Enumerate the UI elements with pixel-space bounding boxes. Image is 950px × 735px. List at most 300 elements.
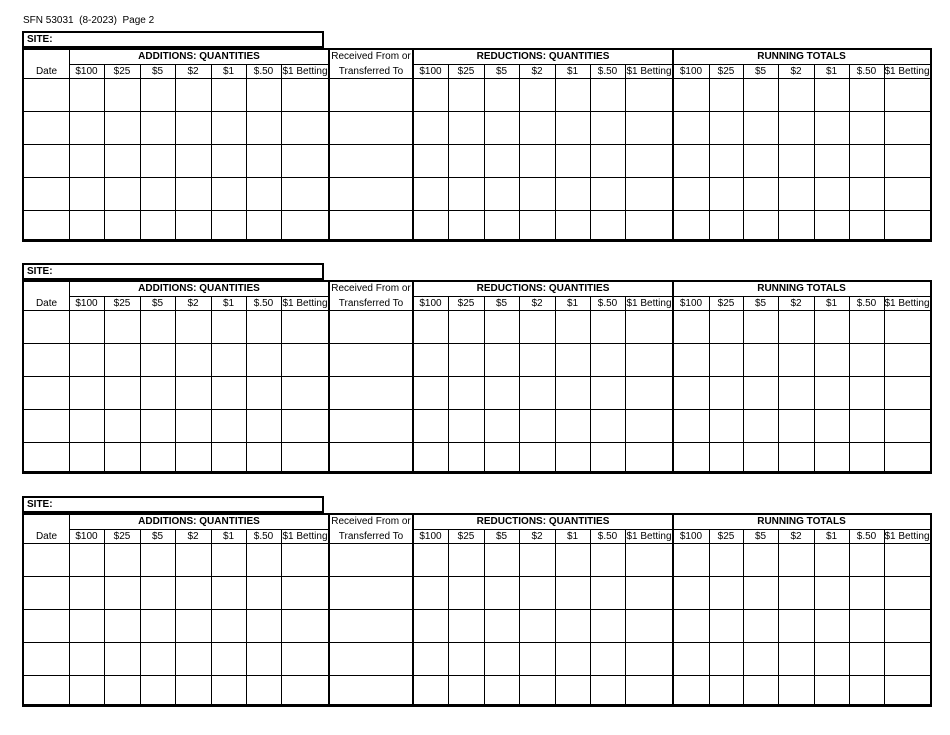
red-quantity-cell[interactable] xyxy=(555,112,590,144)
add-quantity-cell[interactable] xyxy=(246,377,281,409)
run-quantity-cell[interactable] xyxy=(849,610,884,642)
received-transferred-cell[interactable] xyxy=(329,145,413,177)
red-quantity-cell[interactable] xyxy=(413,79,448,111)
run-quantity-cell[interactable] xyxy=(884,79,930,111)
received-transferred-cell[interactable] xyxy=(329,377,413,409)
add-quantity-cell[interactable] xyxy=(104,211,140,243)
add-quantity-cell[interactable] xyxy=(211,377,246,409)
add-quantity-cell[interactable] xyxy=(69,410,104,442)
run-quantity-cell[interactable] xyxy=(673,79,709,111)
run-quantity-cell[interactable] xyxy=(884,676,930,708)
add-quantity-cell[interactable] xyxy=(211,410,246,442)
add-quantity-cell[interactable] xyxy=(175,145,211,177)
run-quantity-cell[interactable] xyxy=(778,145,814,177)
add-quantity-cell[interactable] xyxy=(69,112,104,144)
run-quantity-cell[interactable] xyxy=(849,643,884,675)
red-quantity-cell[interactable] xyxy=(625,610,673,642)
red-quantity-cell[interactable] xyxy=(448,410,484,442)
red-quantity-cell[interactable] xyxy=(413,311,448,343)
add-quantity-cell[interactable] xyxy=(246,178,281,210)
red-quantity-cell[interactable] xyxy=(555,410,590,442)
site-field[interactable] xyxy=(22,31,324,48)
run-quantity-cell[interactable] xyxy=(849,112,884,144)
add-quantity-cell[interactable] xyxy=(140,676,175,708)
red-quantity-cell[interactable] xyxy=(519,79,555,111)
date-cell[interactable] xyxy=(24,443,69,475)
add-quantity-cell[interactable] xyxy=(140,344,175,376)
received-transferred-cell[interactable] xyxy=(329,676,413,708)
red-quantity-cell[interactable] xyxy=(484,410,519,442)
run-quantity-cell[interactable] xyxy=(743,344,778,376)
add-quantity-cell[interactable] xyxy=(69,79,104,111)
red-quantity-cell[interactable] xyxy=(519,610,555,642)
run-quantity-cell[interactable] xyxy=(778,643,814,675)
run-quantity-cell[interactable] xyxy=(743,643,778,675)
red-quantity-cell[interactable] xyxy=(413,145,448,177)
run-quantity-cell[interactable] xyxy=(709,377,743,409)
add-quantity-cell[interactable] xyxy=(211,344,246,376)
run-quantity-cell[interactable] xyxy=(778,610,814,642)
red-quantity-cell[interactable] xyxy=(625,344,673,376)
red-quantity-cell[interactable] xyxy=(413,377,448,409)
add-quantity-cell[interactable] xyxy=(175,79,211,111)
received-transferred-cell[interactable] xyxy=(329,211,413,243)
date-cell[interactable] xyxy=(24,344,69,376)
run-quantity-cell[interactable] xyxy=(884,410,930,442)
red-quantity-cell[interactable] xyxy=(519,544,555,576)
run-quantity-cell[interactable] xyxy=(849,377,884,409)
run-quantity-cell[interactable] xyxy=(673,577,709,609)
run-quantity-cell[interactable] xyxy=(778,410,814,442)
add-quantity-cell[interactable] xyxy=(104,145,140,177)
run-quantity-cell[interactable] xyxy=(743,112,778,144)
run-quantity-cell[interactable] xyxy=(709,112,743,144)
red-quantity-cell[interactable] xyxy=(555,610,590,642)
add-quantity-cell[interactable] xyxy=(140,377,175,409)
run-quantity-cell[interactable] xyxy=(673,145,709,177)
red-quantity-cell[interactable] xyxy=(484,544,519,576)
site-field[interactable] xyxy=(22,263,324,280)
date-cell[interactable] xyxy=(24,577,69,609)
date-cell[interactable] xyxy=(24,112,69,144)
red-quantity-cell[interactable] xyxy=(519,643,555,675)
run-quantity-cell[interactable] xyxy=(814,676,849,708)
red-quantity-cell[interactable] xyxy=(590,410,625,442)
red-quantity-cell[interactable] xyxy=(590,443,625,475)
run-quantity-cell[interactable] xyxy=(814,112,849,144)
red-quantity-cell[interactable] xyxy=(448,443,484,475)
add-quantity-cell[interactable] xyxy=(69,178,104,210)
add-quantity-cell[interactable] xyxy=(281,577,329,609)
add-quantity-cell[interactable] xyxy=(281,79,329,111)
add-quantity-cell[interactable] xyxy=(175,377,211,409)
red-quantity-cell[interactable] xyxy=(625,676,673,708)
received-transferred-cell[interactable] xyxy=(329,178,413,210)
add-quantity-cell[interactable] xyxy=(140,311,175,343)
run-quantity-cell[interactable] xyxy=(709,311,743,343)
red-quantity-cell[interactable] xyxy=(484,311,519,343)
run-quantity-cell[interactable] xyxy=(778,79,814,111)
run-quantity-cell[interactable] xyxy=(743,610,778,642)
received-transferred-cell[interactable] xyxy=(329,79,413,111)
add-quantity-cell[interactable] xyxy=(246,610,281,642)
add-quantity-cell[interactable] xyxy=(175,577,211,609)
add-quantity-cell[interactable] xyxy=(104,410,140,442)
run-quantity-cell[interactable] xyxy=(814,145,849,177)
run-quantity-cell[interactable] xyxy=(849,443,884,475)
add-quantity-cell[interactable] xyxy=(211,544,246,576)
add-quantity-cell[interactable] xyxy=(211,311,246,343)
red-quantity-cell[interactable] xyxy=(519,577,555,609)
red-quantity-cell[interactable] xyxy=(484,676,519,708)
add-quantity-cell[interactable] xyxy=(69,610,104,642)
red-quantity-cell[interactable] xyxy=(413,676,448,708)
add-quantity-cell[interactable] xyxy=(140,610,175,642)
add-quantity-cell[interactable] xyxy=(211,79,246,111)
red-quantity-cell[interactable] xyxy=(413,544,448,576)
add-quantity-cell[interactable] xyxy=(281,311,329,343)
run-quantity-cell[interactable] xyxy=(743,311,778,343)
red-quantity-cell[interactable] xyxy=(555,79,590,111)
red-quantity-cell[interactable] xyxy=(590,643,625,675)
add-quantity-cell[interactable] xyxy=(175,443,211,475)
run-quantity-cell[interactable] xyxy=(849,544,884,576)
red-quantity-cell[interactable] xyxy=(484,145,519,177)
red-quantity-cell[interactable] xyxy=(625,577,673,609)
add-quantity-cell[interactable] xyxy=(104,544,140,576)
red-quantity-cell[interactable] xyxy=(555,211,590,243)
add-quantity-cell[interactable] xyxy=(246,676,281,708)
run-quantity-cell[interactable] xyxy=(743,676,778,708)
run-quantity-cell[interactable] xyxy=(778,377,814,409)
date-cell[interactable] xyxy=(24,610,69,642)
red-quantity-cell[interactable] xyxy=(448,643,484,675)
run-quantity-cell[interactable] xyxy=(709,410,743,442)
red-quantity-cell[interactable] xyxy=(519,112,555,144)
run-quantity-cell[interactable] xyxy=(814,344,849,376)
red-quantity-cell[interactable] xyxy=(519,145,555,177)
add-quantity-cell[interactable] xyxy=(104,178,140,210)
red-quantity-cell[interactable] xyxy=(448,377,484,409)
run-quantity-cell[interactable] xyxy=(814,610,849,642)
add-quantity-cell[interactable] xyxy=(175,610,211,642)
add-quantity-cell[interactable] xyxy=(281,643,329,675)
run-quantity-cell[interactable] xyxy=(884,178,930,210)
add-quantity-cell[interactable] xyxy=(246,112,281,144)
red-quantity-cell[interactable] xyxy=(448,311,484,343)
add-quantity-cell[interactable] xyxy=(140,643,175,675)
red-quantity-cell[interactable] xyxy=(484,112,519,144)
red-quantity-cell[interactable] xyxy=(590,377,625,409)
add-quantity-cell[interactable] xyxy=(140,544,175,576)
run-quantity-cell[interactable] xyxy=(673,344,709,376)
run-quantity-cell[interactable] xyxy=(849,145,884,177)
red-quantity-cell[interactable] xyxy=(413,643,448,675)
run-quantity-cell[interactable] xyxy=(814,311,849,343)
run-quantity-cell[interactable] xyxy=(778,344,814,376)
add-quantity-cell[interactable] xyxy=(175,178,211,210)
add-quantity-cell[interactable] xyxy=(175,311,211,343)
red-quantity-cell[interactable] xyxy=(519,377,555,409)
red-quantity-cell[interactable] xyxy=(555,145,590,177)
add-quantity-cell[interactable] xyxy=(211,577,246,609)
date-cell[interactable] xyxy=(24,145,69,177)
red-quantity-cell[interactable] xyxy=(625,211,673,243)
red-quantity-cell[interactable] xyxy=(484,377,519,409)
red-quantity-cell[interactable] xyxy=(555,344,590,376)
red-quantity-cell[interactable] xyxy=(590,211,625,243)
add-quantity-cell[interactable] xyxy=(69,577,104,609)
red-quantity-cell[interactable] xyxy=(519,676,555,708)
add-quantity-cell[interactable] xyxy=(140,178,175,210)
run-quantity-cell[interactable] xyxy=(849,178,884,210)
run-quantity-cell[interactable] xyxy=(673,377,709,409)
run-quantity-cell[interactable] xyxy=(778,311,814,343)
add-quantity-cell[interactable] xyxy=(175,676,211,708)
red-quantity-cell[interactable] xyxy=(590,544,625,576)
red-quantity-cell[interactable] xyxy=(555,178,590,210)
red-quantity-cell[interactable] xyxy=(484,79,519,111)
run-quantity-cell[interactable] xyxy=(709,79,743,111)
red-quantity-cell[interactable] xyxy=(484,577,519,609)
date-cell[interactable] xyxy=(24,676,69,708)
run-quantity-cell[interactable] xyxy=(849,577,884,609)
red-quantity-cell[interactable] xyxy=(413,443,448,475)
red-quantity-cell[interactable] xyxy=(625,643,673,675)
run-quantity-cell[interactable] xyxy=(709,577,743,609)
red-quantity-cell[interactable] xyxy=(519,211,555,243)
red-quantity-cell[interactable] xyxy=(590,145,625,177)
red-quantity-cell[interactable] xyxy=(448,112,484,144)
add-quantity-cell[interactable] xyxy=(211,112,246,144)
date-cell[interactable] xyxy=(24,544,69,576)
red-quantity-cell[interactable] xyxy=(484,178,519,210)
add-quantity-cell[interactable] xyxy=(140,145,175,177)
received-transferred-cell[interactable] xyxy=(329,643,413,675)
run-quantity-cell[interactable] xyxy=(814,377,849,409)
run-quantity-cell[interactable] xyxy=(743,79,778,111)
red-quantity-cell[interactable] xyxy=(590,344,625,376)
red-quantity-cell[interactable] xyxy=(625,443,673,475)
add-quantity-cell[interactable] xyxy=(281,443,329,475)
run-quantity-cell[interactable] xyxy=(743,443,778,475)
run-quantity-cell[interactable] xyxy=(673,643,709,675)
red-quantity-cell[interactable] xyxy=(625,410,673,442)
add-quantity-cell[interactable] xyxy=(104,577,140,609)
run-quantity-cell[interactable] xyxy=(884,211,930,243)
run-quantity-cell[interactable] xyxy=(849,410,884,442)
add-quantity-cell[interactable] xyxy=(246,643,281,675)
run-quantity-cell[interactable] xyxy=(814,79,849,111)
red-quantity-cell[interactable] xyxy=(590,311,625,343)
add-quantity-cell[interactable] xyxy=(104,311,140,343)
red-quantity-cell[interactable] xyxy=(555,676,590,708)
add-quantity-cell[interactable] xyxy=(281,676,329,708)
run-quantity-cell[interactable] xyxy=(673,410,709,442)
add-quantity-cell[interactable] xyxy=(281,344,329,376)
run-quantity-cell[interactable] xyxy=(884,643,930,675)
add-quantity-cell[interactable] xyxy=(69,443,104,475)
run-quantity-cell[interactable] xyxy=(814,577,849,609)
red-quantity-cell[interactable] xyxy=(413,344,448,376)
run-quantity-cell[interactable] xyxy=(673,112,709,144)
received-transferred-cell[interactable] xyxy=(329,112,413,144)
date-cell[interactable] xyxy=(24,79,69,111)
add-quantity-cell[interactable] xyxy=(211,443,246,475)
add-quantity-cell[interactable] xyxy=(69,311,104,343)
run-quantity-cell[interactable] xyxy=(814,544,849,576)
red-quantity-cell[interactable] xyxy=(555,311,590,343)
add-quantity-cell[interactable] xyxy=(69,676,104,708)
run-quantity-cell[interactable] xyxy=(884,145,930,177)
add-quantity-cell[interactable] xyxy=(175,643,211,675)
add-quantity-cell[interactable] xyxy=(104,443,140,475)
add-quantity-cell[interactable] xyxy=(211,178,246,210)
red-quantity-cell[interactable] xyxy=(413,211,448,243)
red-quantity-cell[interactable] xyxy=(625,112,673,144)
add-quantity-cell[interactable] xyxy=(281,112,329,144)
add-quantity-cell[interactable] xyxy=(175,344,211,376)
red-quantity-cell[interactable] xyxy=(484,443,519,475)
run-quantity-cell[interactable] xyxy=(673,610,709,642)
add-quantity-cell[interactable] xyxy=(246,577,281,609)
run-quantity-cell[interactable] xyxy=(709,676,743,708)
add-quantity-cell[interactable] xyxy=(211,610,246,642)
received-transferred-cell[interactable] xyxy=(329,610,413,642)
add-quantity-cell[interactable] xyxy=(104,79,140,111)
run-quantity-cell[interactable] xyxy=(849,311,884,343)
add-quantity-cell[interactable] xyxy=(281,410,329,442)
red-quantity-cell[interactable] xyxy=(448,610,484,642)
red-quantity-cell[interactable] xyxy=(625,79,673,111)
date-cell[interactable] xyxy=(24,377,69,409)
run-quantity-cell[interactable] xyxy=(814,211,849,243)
red-quantity-cell[interactable] xyxy=(590,112,625,144)
add-quantity-cell[interactable] xyxy=(246,344,281,376)
add-quantity-cell[interactable] xyxy=(104,377,140,409)
add-quantity-cell[interactable] xyxy=(175,410,211,442)
red-quantity-cell[interactable] xyxy=(590,676,625,708)
received-transferred-cell[interactable] xyxy=(329,410,413,442)
add-quantity-cell[interactable] xyxy=(69,643,104,675)
red-quantity-cell[interactable] xyxy=(413,178,448,210)
run-quantity-cell[interactable] xyxy=(849,344,884,376)
date-cell[interactable] xyxy=(24,178,69,210)
run-quantity-cell[interactable] xyxy=(709,344,743,376)
run-quantity-cell[interactable] xyxy=(814,410,849,442)
add-quantity-cell[interactable] xyxy=(211,211,246,243)
add-quantity-cell[interactable] xyxy=(211,643,246,675)
red-quantity-cell[interactable] xyxy=(519,178,555,210)
add-quantity-cell[interactable] xyxy=(104,643,140,675)
red-quantity-cell[interactable] xyxy=(519,344,555,376)
add-quantity-cell[interactable] xyxy=(246,410,281,442)
add-quantity-cell[interactable] xyxy=(140,577,175,609)
red-quantity-cell[interactable] xyxy=(484,344,519,376)
red-quantity-cell[interactable] xyxy=(448,211,484,243)
run-quantity-cell[interactable] xyxy=(778,178,814,210)
red-quantity-cell[interactable] xyxy=(590,79,625,111)
red-quantity-cell[interactable] xyxy=(448,178,484,210)
add-quantity-cell[interactable] xyxy=(281,610,329,642)
red-quantity-cell[interactable] xyxy=(448,577,484,609)
red-quantity-cell[interactable] xyxy=(484,643,519,675)
add-quantity-cell[interactable] xyxy=(140,443,175,475)
run-quantity-cell[interactable] xyxy=(778,211,814,243)
date-cell[interactable] xyxy=(24,410,69,442)
run-quantity-cell[interactable] xyxy=(709,544,743,576)
add-quantity-cell[interactable] xyxy=(246,211,281,243)
add-quantity-cell[interactable] xyxy=(175,211,211,243)
add-quantity-cell[interactable] xyxy=(104,610,140,642)
run-quantity-cell[interactable] xyxy=(673,676,709,708)
run-quantity-cell[interactable] xyxy=(673,311,709,343)
red-quantity-cell[interactable] xyxy=(448,145,484,177)
run-quantity-cell[interactable] xyxy=(814,643,849,675)
site-field[interactable] xyxy=(22,496,324,513)
received-transferred-cell[interactable] xyxy=(329,577,413,609)
run-quantity-cell[interactable] xyxy=(743,178,778,210)
add-quantity-cell[interactable] xyxy=(104,112,140,144)
add-quantity-cell[interactable] xyxy=(211,676,246,708)
run-quantity-cell[interactable] xyxy=(884,443,930,475)
run-quantity-cell[interactable] xyxy=(849,79,884,111)
add-quantity-cell[interactable] xyxy=(69,377,104,409)
add-quantity-cell[interactable] xyxy=(246,145,281,177)
red-quantity-cell[interactable] xyxy=(625,178,673,210)
run-quantity-cell[interactable] xyxy=(673,211,709,243)
add-quantity-cell[interactable] xyxy=(246,544,281,576)
red-quantity-cell[interactable] xyxy=(519,410,555,442)
run-quantity-cell[interactable] xyxy=(673,178,709,210)
red-quantity-cell[interactable] xyxy=(519,443,555,475)
run-quantity-cell[interactable] xyxy=(778,577,814,609)
run-quantity-cell[interactable] xyxy=(709,178,743,210)
run-quantity-cell[interactable] xyxy=(709,643,743,675)
received-transferred-cell[interactable] xyxy=(329,311,413,343)
run-quantity-cell[interactable] xyxy=(814,178,849,210)
run-quantity-cell[interactable] xyxy=(743,544,778,576)
add-quantity-cell[interactable] xyxy=(281,544,329,576)
red-quantity-cell[interactable] xyxy=(519,311,555,343)
red-quantity-cell[interactable] xyxy=(413,112,448,144)
run-quantity-cell[interactable] xyxy=(673,443,709,475)
add-quantity-cell[interactable] xyxy=(140,211,175,243)
add-quantity-cell[interactable] xyxy=(104,676,140,708)
add-quantity-cell[interactable] xyxy=(69,145,104,177)
red-quantity-cell[interactable] xyxy=(555,577,590,609)
add-quantity-cell[interactable] xyxy=(246,79,281,111)
red-quantity-cell[interactable] xyxy=(484,610,519,642)
date-cell[interactable] xyxy=(24,643,69,675)
red-quantity-cell[interactable] xyxy=(555,643,590,675)
red-quantity-cell[interactable] xyxy=(590,577,625,609)
red-quantity-cell[interactable] xyxy=(413,577,448,609)
add-quantity-cell[interactable] xyxy=(104,344,140,376)
run-quantity-cell[interactable] xyxy=(709,211,743,243)
red-quantity-cell[interactable] xyxy=(625,377,673,409)
add-quantity-cell[interactable] xyxy=(140,410,175,442)
run-quantity-cell[interactable] xyxy=(884,610,930,642)
red-quantity-cell[interactable] xyxy=(555,377,590,409)
run-quantity-cell[interactable] xyxy=(884,311,930,343)
red-quantity-cell[interactable] xyxy=(555,544,590,576)
red-quantity-cell[interactable] xyxy=(413,610,448,642)
received-transferred-cell[interactable] xyxy=(329,344,413,376)
run-quantity-cell[interactable] xyxy=(884,344,930,376)
red-quantity-cell[interactable] xyxy=(555,443,590,475)
add-quantity-cell[interactable] xyxy=(140,79,175,111)
